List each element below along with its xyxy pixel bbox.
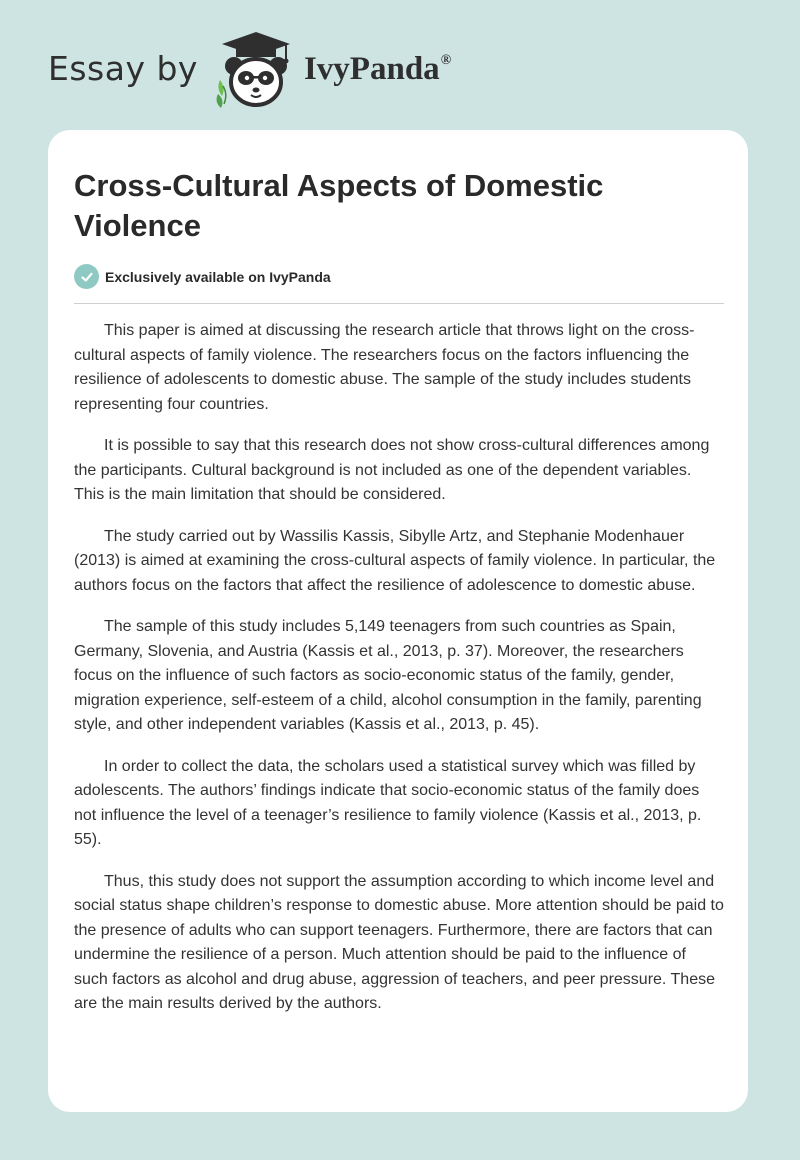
site-header (48, 30, 451, 110)
article-card (48, 130, 748, 1112)
panda-graduate-logo-icon[interactable] (214, 30, 298, 110)
article-body (74, 319, 724, 1034)
essay-by-label: Essay by (48, 48, 198, 88)
article-title: Cross-Cultural Aspects of Domestic Violence (74, 168, 604, 243)
article-paragraph: The sample of this study includes 5,149 teenagers from such countries as Spain, Germany, Slovenia, and Austria (Kassis et al., 2013, p. 37). Moreover, the researchers focus on the influence of such factors as socio-economic status of the family, gender, migration experience, self-esteem of a child, alcohol consumption in the family, parenting style, and other independent variables (Kassis et al., 2013, p. 45). (74, 618, 702, 733)
article-paragraph: Thus, this study does not support the assumption according to which income level and social status shape children’s response to domestic abuse. More attention should be paid to the presence of adults who can support teenagers. Furthermore, there are factors that can undermine the resilience of a person. Much attention should be paid to the influence of such factors as alcohol and drug abuse, aggression of teachers, and peer pressure. These are the main results derived by the authors. (74, 872, 724, 1012)
exclusive-badge-label: Exclusively available on IvyPanda (105, 268, 331, 285)
article-paragraph: It is possible to say that this research does not show cross-cultural differences among the participants. Cultural background is not included as one of the dependent variables. This is the main limitation that should be considered. (74, 437, 710, 503)
exclusive-badge (74, 264, 331, 289)
check-circle-icon (74, 264, 99, 289)
brand-name[interactable] (304, 51, 451, 88)
trademark-symbol: ® (440, 52, 452, 68)
brand-text[interactable]: IvyPanda (303, 50, 440, 87)
article-paragraph: This paper is aimed at discussing the research article that throws light on the cross-cultural aspects of family violence. The researchers focus on the factors influencing the resilience of adolescents to domestic abuse. The sample of the study includes students representing four countries. (74, 322, 695, 413)
divider (74, 303, 724, 304)
article-paragraph: In order to collect the data, the scholars used a statistical survey which was filled by adolescents. The authors’ findings indicate that socio-economic status of the family does not influence the level of a teenager’s resilience to family violence (Kassis et al., 2013, p. 55). (74, 757, 702, 848)
article-paragraph: The study carried out by Wassilis Kassis, Sibylle Artz, and Stephanie Modenhauer (2013) is aimed at examining the cross-cultural aspects of family violence. In particular, the authors focus on the factors that affect the resilience of adolescence to domestic abuse. (74, 527, 716, 594)
